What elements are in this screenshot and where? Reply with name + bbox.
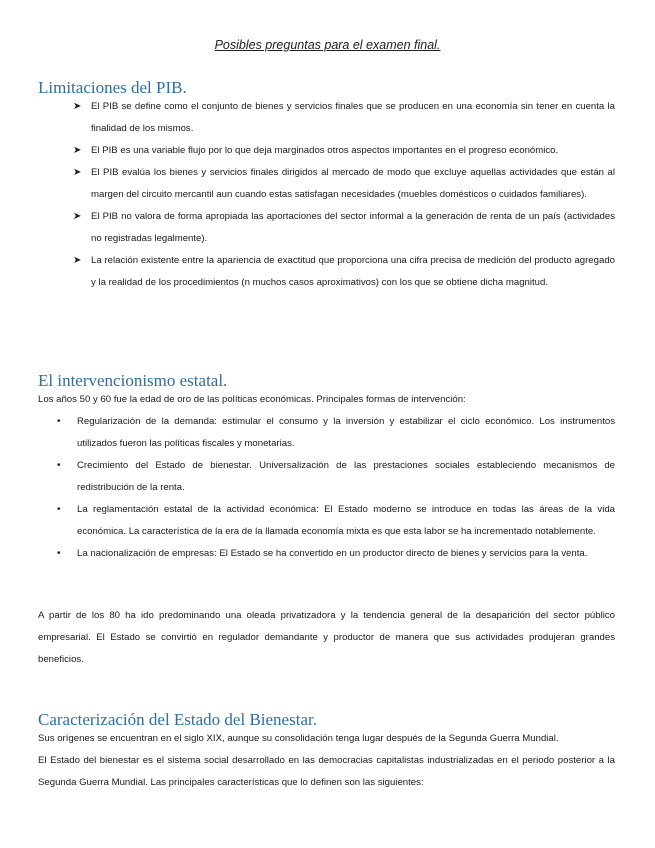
list-item: ➤ El PIB no valora de forma apropiada las aportaciones del sector informal a la generación de renta de un país (actividades no registradas legalmente). — [0, 206, 655, 250]
intervencionismo-intro: Los años 50 y 60 fue la edad de oro de las políticas económicas. Principales formas de intervención: — [38, 394, 466, 405]
arrow-bullet-icon: ➤ — [73, 167, 82, 178]
heading-limitaciones-pib: Limitaciones del PIB. — [38, 78, 187, 97]
list-item: • La reglamentación estatal de la actividad económica: El Estado moderno se introduce en todas las áreas de la vida económica. La característica de la era de la llamada economía mixta es que esta labor se ha incrementado notablemente. — [0, 499, 655, 543]
list-item: • La nacionalización de empresas: El Estado se ha convertido en un productor directo de bienes y servicios para la venta. — [0, 543, 655, 565]
arrow-bullet-icon: ➤ — [73, 255, 82, 266]
list-item: • Crecimiento del Estado de bienestar. Universalización de las prestaciones sociales estableciendo mecanismos de redistribución de la renta. — [0, 455, 655, 499]
list-item: ➤ La relación existente entre la apariencia de exactitud que proporciona una cifra precisa de medición del producto agregado y la realidad de los procedimientos (n muchos casos aproximativos) con los que se obtiene dicha magnitud. — [0, 250, 655, 294]
bienestar-paragraph-1: Sus orígenes se encuentran en el siglo XIX, aunque su consolidación tenga lugar después de la Segunda Guerra Mundial. — [38, 733, 559, 744]
bienestar-paragraph-2: El Estado del bienestar es el sistema social desarrollado en las democracias capitalistas industrializadas en el periodo posterior a la Segunda Guerra Mundial. Las principales características que lo definen son las siguientes: — [38, 755, 615, 788]
document-title: Posibles preguntas para el examen final. — [214, 38, 441, 52]
pib-list-block — [0, 96, 655, 294]
list-item: ➤ El PIB evalúa los bienes y servicios finales dirigidos al mercado de modo que excluye aquellas actividades que están al margen del circuito mercantil aun cuando estas satisfagan necesidades (muebles domésticos o cuidados familiares). — [0, 162, 655, 206]
intervencionismo-closing: A partir de los 80 ha ido predominando una oleada privatizadora y la tendencia general de la desaparición del sector público empresarial. El Estado se convirtió en regulador demandante y productor de manera que sus actividades produjeran grandes beneficios. — [38, 610, 615, 665]
list-item: • Regularización de la demanda: estimular el consumo y la inversión y estabilizar el ciclo económico. Los instrumentos utilizados fueron las políticas fiscales y monetarias. — [0, 411, 655, 455]
dot-bullet-icon: • — [57, 504, 61, 515]
pib-list — [0, 96, 655, 294]
intervencionismo-list — [0, 411, 655, 565]
heading-intervencionismo: El intervencionismo estatal. — [38, 371, 228, 390]
list-item: ➤ El PIB es una variable flujo por lo que deja marginados otros aspectos importantes en el progreso económico. — [0, 140, 655, 162]
dot-bullet-icon: • — [57, 416, 61, 427]
arrow-bullet-icon: ➤ — [73, 145, 82, 156]
intervencionismo-list-block — [0, 411, 655, 565]
dot-bullet-icon: • — [57, 548, 61, 559]
arrow-bullet-icon: ➤ — [73, 211, 82, 222]
dot-bullet-icon: • — [57, 460, 61, 471]
heading-estado-bienestar: Caracterización del Estado del Bienestar. — [38, 710, 317, 729]
list-item: ➤ El PIB se define como el conjunto de bienes y servicios finales que se producen en una economía sin tener en cuenta la finalidad de los mismos. — [0, 96, 655, 140]
arrow-bullet-icon: ➤ — [73, 101, 82, 112]
